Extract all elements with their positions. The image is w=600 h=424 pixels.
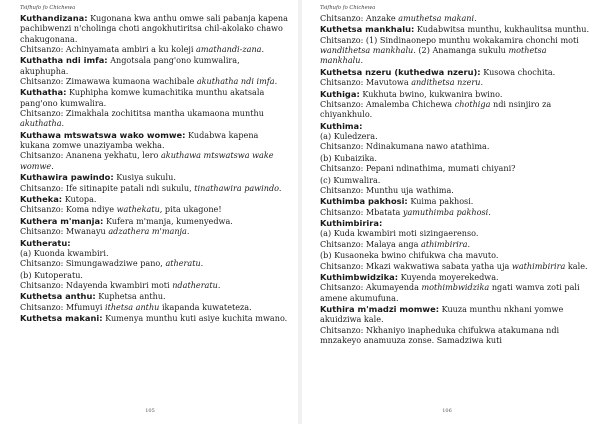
dictionary-entry [320, 196, 590, 217]
example-line [320, 35, 590, 66]
example-text: wathimbirira [511, 260, 566, 271]
example-text: wandithetsa mankhalu. [320, 45, 416, 56]
example-text: akuthawa mtswatswa wake womwe. [20, 150, 274, 171]
example-suffix: pita ukagone! [162, 204, 222, 215]
example-prefix: Chitsanzo: Mwanayu [20, 226, 109, 237]
definition-line [20, 291, 288, 301]
dictionary-entry [20, 270, 288, 291]
example-line [20, 280, 288, 290]
example-line [320, 207, 590, 217]
definition-line [20, 238, 288, 248]
example-prefix: Chitsanzo: Akumayenda [320, 282, 422, 293]
example-line [20, 258, 288, 268]
definition-line [20, 194, 288, 204]
example-prefix: Chitsanzo: Mkazi wakwatiwa sabata yatha uja [320, 260, 512, 271]
sense-line: (b) Kutoperatu. [20, 269, 83, 280]
running-head: Tsifhufo fo Chichewa [20, 5, 76, 11]
definition-line [320, 196, 590, 206]
headword: Kuthimbirira: [320, 218, 383, 229]
definition-line [20, 313, 288, 323]
example-prefix: Chitsanzo: Ndayenda kwambiri moti [20, 279, 173, 290]
headword: Kutheratu: [20, 237, 71, 248]
headword: Kuthetsa makani: [20, 313, 103, 324]
example-prefix: Chitsanzo: Zimawawa kumaona wachibale [20, 75, 197, 86]
definition: Kudabwitsa munthu, kukhaulitsa munthu. [414, 24, 590, 35]
example-text: amuthetsa makani. [398, 13, 477, 23]
headword: Kuthawa mtswatswa wako womwe: [20, 129, 186, 140]
example-prefix: Chitsanzo: Mbatata [320, 206, 403, 217]
headword: Kuthandizana: [20, 13, 88, 23]
example-text: atheratu. [165, 258, 204, 269]
example-line [320, 239, 590, 249]
page-number: 106 [442, 408, 452, 414]
example-line [320, 99, 590, 120]
definition-line [320, 272, 590, 282]
dictionary-entry [320, 153, 590, 174]
definition: Kusiya sukulu. [113, 172, 176, 183]
dictionary-entry [20, 194, 288, 215]
definition-line [20, 172, 288, 182]
example-prefix: Chitsanzo: Achinyamata ambiri a ku koleji [20, 43, 197, 54]
example-suffix: kale. [565, 260, 588, 271]
headword: Kuthetsa nzeru (kuthedwa nzeru): [320, 66, 481, 77]
page-number: 105 [145, 408, 155, 414]
definition: Kudabwa kapena kukana zomwe unaziyamba wekha. [20, 129, 259, 151]
example-prefix: Chitsanzo: Anzake [320, 13, 399, 23]
example-line [320, 77, 590, 87]
definition-line [20, 87, 288, 108]
definition: Kuphipha komwe kumachitika munthu akatsala pang'ono kumwalira. [20, 87, 265, 108]
example-prefix: Chitsanzo: Ananena yekhatu, lero [20, 150, 161, 161]
example-line [20, 150, 288, 171]
headword: Kuthimbwidzika: [320, 272, 399, 282]
headword: Kuthima: [320, 120, 363, 131]
dictionary-entry [20, 172, 288, 193]
example-prefix: Chitsanzo: Amalemba Chichewa [320, 98, 455, 109]
sense-line: (a) Kuonda kwambiri. [20, 247, 109, 258]
definition: Kutopa. [62, 193, 97, 204]
sense-line: (b) Kusaoneka bwino chifukwa cha mavuto. [320, 250, 499, 261]
right-page [302, 0, 600, 424]
example-line [20, 108, 288, 129]
headword: Kutheka: [20, 193, 63, 204]
example-text: mothetsa mankhalu. [320, 45, 547, 66]
dictionary-entry [320, 218, 590, 249]
example-text: akuthatha. [20, 118, 65, 129]
example-text: chothiga [454, 98, 491, 109]
dictionary-entry [320, 24, 590, 65]
example-suffix: ikapanda kuwateteza. [159, 301, 252, 312]
definition-line [320, 304, 590, 325]
example-prefix: Chitsanzo: Simungawadziwe pano, [20, 258, 166, 269]
definition-line [20, 55, 288, 76]
example-prefix: Chitsanzo: Pepani ndinathima, mumati chiyani? [320, 163, 516, 174]
dictionary-entry [20, 313, 288, 323]
dictionary-entry [20, 130, 288, 171]
example-line [320, 163, 590, 173]
example-prefix: Chitsanzo: Mfumuyi [20, 301, 105, 312]
example-prefix: Chitsanzo: Nkhaniyo inapheduka chifukwa atakumana ndi mnzakeyo anamuuza zonse. Samadziwa kuti [320, 324, 560, 345]
dictionary-entry [320, 250, 590, 271]
definition: Kuphetsa anthu. [95, 291, 166, 302]
definition: Angotsala pang'ono kumwalira, akuphupha. [20, 55, 240, 76]
definition-line [320, 67, 590, 77]
example-line [20, 204, 288, 214]
headword: Kuthetsa mankhalu: [320, 24, 415, 35]
example-line [320, 282, 590, 303]
example-text: andithetsa nzeru. [411, 77, 484, 88]
example-text: adzathera m'manja. [108, 226, 190, 237]
dictionary-entry [320, 67, 590, 88]
example-prefix: Chitsanzo: Ndinakumana nawo atathima. [320, 141, 490, 152]
definition-line [20, 13, 288, 44]
example-line [320, 141, 590, 151]
headword: Kuthera m'manja: [20, 215, 104, 226]
headword: Kuthatha ndi imfa: [20, 55, 108, 66]
example-prefix: Chitsanzo: Malaya anga [320, 238, 421, 249]
definition: Kufera m'manja, kumenyedwa. [103, 215, 233, 226]
sense-line: (a) Kuledzera. [320, 131, 378, 142]
definition: Kuyenda moyerekedwa. [398, 272, 499, 282]
headword: Kuthawira pawindo: [20, 172, 114, 183]
dictionary-entry [320, 121, 590, 152]
sense-line: (b) Kubaizika. [320, 152, 377, 163]
example-prefix: Chitsanzo: Mavutowa [320, 77, 412, 88]
example-text: akuthatha ndi imfa. [196, 75, 278, 86]
definition-line [20, 130, 288, 151]
definition: Kuuza munthu nkhani yomwe akuidziwa kale. [320, 304, 564, 325]
example-suffix: ndi nsinjiro za chiyankhulo. [320, 98, 552, 120]
definition: Kuima pakhosi. [407, 196, 474, 207]
example-text: wathekatu, [116, 204, 163, 215]
example-text: ndatheratu. [172, 279, 221, 290]
example-prefix: Chitsanzo: (1) Sindinaonepo munthu wokakamira chonchi moti [320, 34, 579, 45]
left-page [0, 0, 298, 424]
dictionary-entry [320, 175, 590, 196]
example-text: athimbirira. [421, 238, 471, 249]
definition-line [320, 89, 590, 99]
example-line [20, 44, 288, 54]
headword: Kuthira m'madzi momwe: [320, 304, 440, 315]
dictionary-entry [320, 272, 590, 303]
dictionary-entry [20, 87, 288, 128]
headword: Kuthiga: [320, 88, 360, 99]
definition-line [320, 121, 590, 131]
example-suffix: (2) Anamanga sukulu [415, 45, 509, 56]
example-text: tinathawira pawindo. [194, 182, 282, 193]
definition: Kukhuta bwino, kukwanira bwino. [359, 88, 503, 99]
example-prefix: Chitsanzo: Zimakhala zochititsa mantha ukamaona munthu [20, 108, 264, 119]
example-line [20, 183, 288, 193]
dictionary-entry [20, 238, 288, 269]
headword: Kuthetsa anthu: [20, 291, 96, 302]
definition: Kumenya munthu kuti asiye kuchita mwano. [102, 313, 288, 324]
example-line [20, 76, 288, 86]
example-prefix: Chitsanzo: Ife sitinapite patali ndi sukulu, [20, 182, 195, 193]
dictionary-entry [320, 304, 590, 345]
example-line [20, 226, 288, 236]
dictionary-entry [20, 216, 288, 237]
definition: Kugonana kwa anthu omwe sali pabanja kapena pachibwenzi n'cholinga choti angokhutiritsa chil-akolako chawo chakugonana. [20, 13, 288, 44]
example-line [20, 302, 288, 312]
example-line [320, 261, 590, 271]
example-line [320, 13, 590, 23]
dictionary-entry [320, 13, 590, 23]
dictionary-entry [20, 13, 288, 54]
example-suffix: ngati wamva zoti pali amene akumufuna. [320, 282, 580, 303]
entry-list [20, 13, 288, 323]
definition-line [320, 24, 590, 34]
running-head: Tsifhufo fo Chichewa [320, 5, 376, 11]
example-prefix: Chitsanzo: Koma ndiye [20, 204, 117, 215]
headword: Kuthimba pakhosi: [320, 196, 408, 207]
example-text: ithetsa anthu [105, 301, 160, 312]
example-text: yamuthimba pakhosi. [402, 206, 491, 217]
example-line [320, 325, 590, 346]
example-text: amathandi-zana. [196, 43, 265, 54]
example-text: mothimbwidzika [421, 282, 490, 293]
example-line [320, 185, 590, 195]
sense-line: (a) Kuda kwambiri moti sizingaerenso. [320, 228, 479, 239]
sense-line: (c) Kumwalira. [320, 174, 381, 185]
definition: Kusowa chochita. [480, 66, 556, 77]
dictionary-entry [20, 291, 288, 312]
definition-line [20, 216, 288, 226]
headword: Kuthatha: [20, 87, 67, 98]
dictionary-entry [20, 55, 288, 86]
entry-list [320, 13, 590, 345]
dictionary-entry [320, 89, 590, 120]
definition-line [320, 218, 590, 228]
example-prefix: Chitsanzo: Munthu uja wathima. [320, 184, 454, 195]
